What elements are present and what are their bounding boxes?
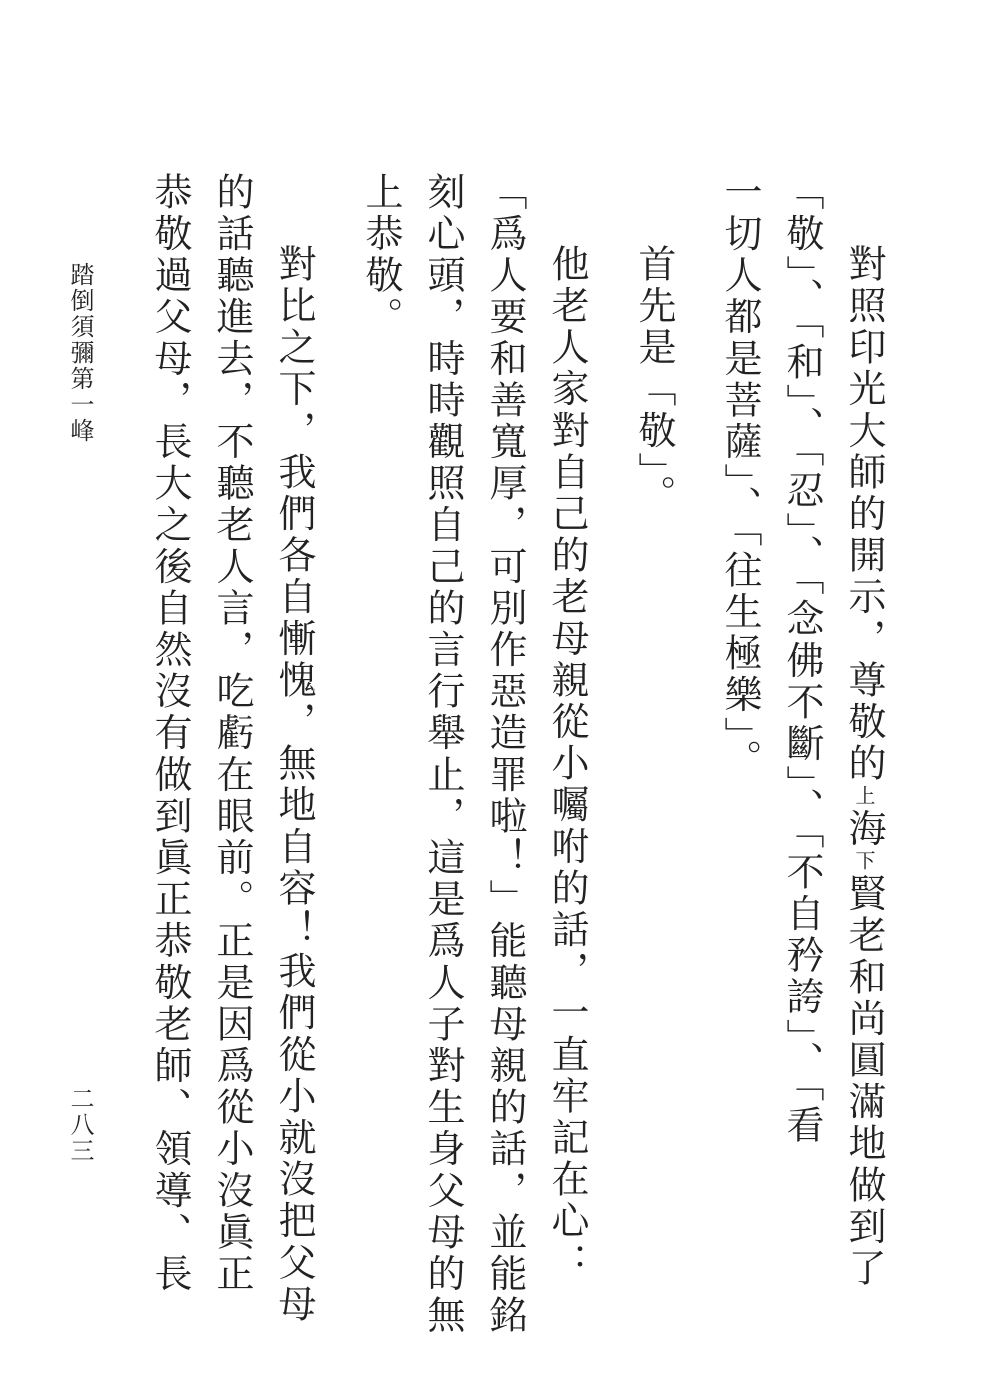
running-title: 踏倒須彌第一峰 bbox=[66, 262, 94, 444]
text-column-10: 的話聽進去，不聽老人言，吃虧在眼前。正是因爲從小沒眞正 bbox=[210, 172, 254, 1296]
page-number: 二八三 bbox=[66, 1086, 94, 1164]
annotation-mark-lower: 下 bbox=[852, 850, 876, 874]
text-column-1 bbox=[842, 244, 886, 1290]
annotation-mark-upper: 上 bbox=[852, 784, 876, 809]
text-segment: 對照印光大師的開示，尊敬的 bbox=[842, 244, 886, 785]
text-segment: 海 bbox=[842, 808, 886, 851]
text-segment: 賢老和尚圓滿地做到了 bbox=[842, 873, 886, 1290]
text-column-9: 對比之下，我們各自慚愧，無地自容！我們從小就沒把父母 bbox=[272, 244, 316, 1326]
text-column-7: 刻心頭，時時觀照自己的言行舉止，這是爲人子對生身父母的無 bbox=[421, 172, 465, 1337]
text-column-6: 「爲人要和善寬厚，可別作惡造罪啦！」能聽母親的話，並能銘 bbox=[483, 172, 527, 1337]
text-column-5: 他老人家對自己的老母親從小囑咐的話，一直牢記在心： bbox=[545, 244, 589, 1284]
text-column-2: 「敬」、「和」、「忍」、「念佛不斷」、「不自矜誇」、「看 bbox=[780, 172, 824, 1147]
text-column-8: 上恭敬。 bbox=[359, 172, 403, 339]
text-column-4: 首先是「敬」。 bbox=[632, 244, 676, 517]
text-column-11: 恭敬過父母，長大之後自然沒有做到眞正恭敬老師、領導、長 bbox=[148, 172, 192, 1296]
text-column-3: 一切人都是菩薩」、「往生極樂」。 bbox=[718, 172, 762, 781]
